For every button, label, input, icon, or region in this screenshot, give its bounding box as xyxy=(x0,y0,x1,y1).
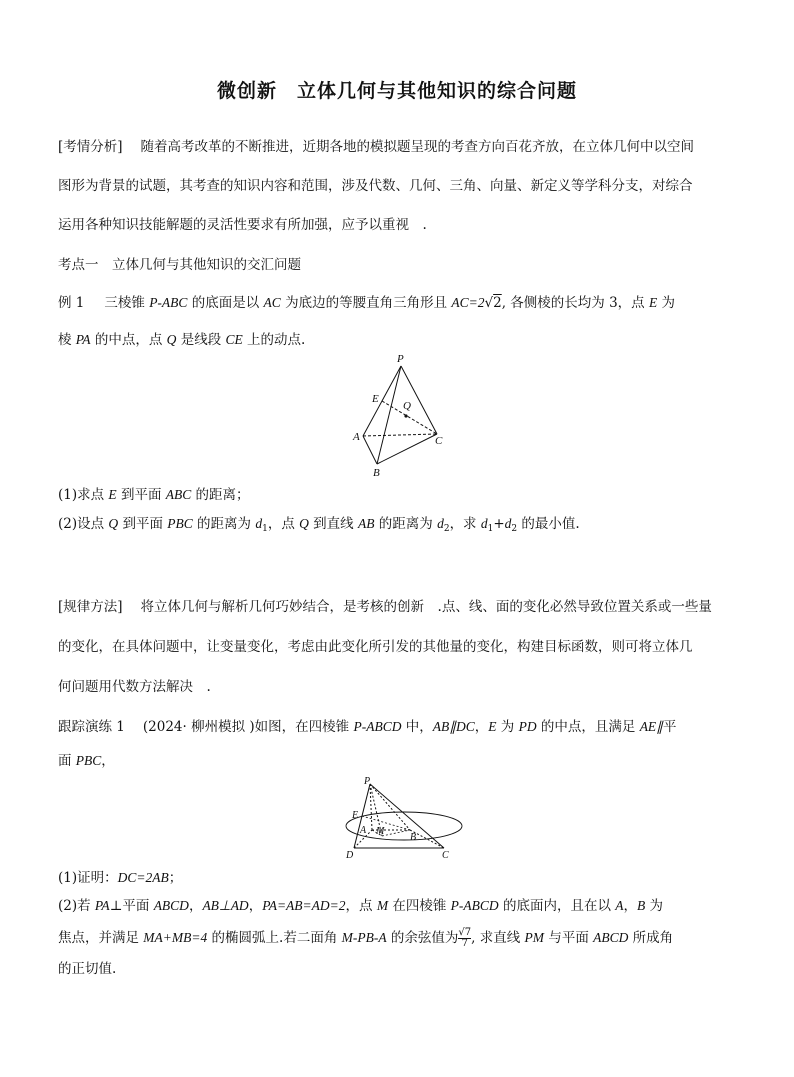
label-b: B xyxy=(410,832,417,843)
edge-pb xyxy=(377,366,401,464)
label-a: A xyxy=(360,825,367,836)
pyramid-ellipse-figure xyxy=(340,776,470,862)
edge-ab xyxy=(363,436,377,464)
label-p: P xyxy=(397,353,404,365)
example-label: 例 1 xyxy=(58,295,85,311)
practice1-question-1: (1)证明：DC=2AB； xyxy=(58,870,183,886)
practice-label: 跟踪演练 1 xyxy=(58,719,125,735)
segment-mb xyxy=(382,830,410,836)
label-d: D xyxy=(346,850,354,861)
practice1-line-2: 面 PBC， xyxy=(58,753,115,769)
label-e: E xyxy=(372,393,379,405)
label-c: C xyxy=(442,850,449,861)
analysis-tag: [考情分析] xyxy=(58,139,123,155)
example1-question-1: (1)求点 E 到平面 ABC 的距离； xyxy=(58,487,250,503)
section-heading: 考点一 立体几何与其他知识的交汇问题 xyxy=(58,257,301,273)
label-b: B xyxy=(373,467,380,479)
analysis-line-2: 图形为背景的试题，其考查的知识内容和范围，涉及代数、几何、三角、向量、新定义等学科分支，对综合 xyxy=(58,178,693,194)
point-q xyxy=(404,414,407,417)
edge-ac-hidden xyxy=(363,434,437,436)
practice1-question-2-end: 的正切值. xyxy=(58,961,117,977)
page-title: 微创新 立体几何与其他知识的综合问题 xyxy=(216,80,577,102)
analysis-line-3: 运用各种知识技能解题的灵活性要求有所加强，应予以重视 . xyxy=(58,217,427,233)
method-tag: [规律方法] xyxy=(58,599,123,615)
fraction-sqrt7-over-7: $\frac{√7}{7}$ xyxy=(458,927,472,949)
label-p: P xyxy=(364,776,371,787)
edge-pa xyxy=(370,784,372,830)
edge-pb xyxy=(370,784,410,830)
edge-bc xyxy=(377,434,437,464)
label-m: M xyxy=(376,826,385,837)
example1-line-2: 棱 PA 的中点，点 Q 是线段 CE 上的动点. xyxy=(58,332,306,348)
analysis-line-1: [考情分析] 随着高考改革的不断推进，近期各地的模拟题呈现的考查方向百花齐放，在立体几何中以空间 xyxy=(58,139,695,155)
practice1-line-1: 跟踪演练 1 (2024· 柳州模拟 )如图，在四棱锥 P-ABCD 中，AB∥DC，E 为 PD 的中点，且满足 AE∥平 xyxy=(58,719,677,735)
label-c: C xyxy=(435,435,443,447)
method-line-1: [规律方法] 将立体几何与解析几何巧妙结合，是考核的创新 .点、线、面的变化必然导致位置关系或一些量 xyxy=(58,599,712,615)
edge-pc xyxy=(370,784,444,848)
example1-line-1: 例 1 三棱锥 P-ABC 的底面是以 AC 为底边的等腰直角三角形且 AC=2√2, 各侧棱的长均为 3，点 E 为 xyxy=(58,295,676,311)
label-a: A xyxy=(353,431,360,443)
label-e: E xyxy=(352,810,359,821)
tetrahedron-figure xyxy=(345,352,455,480)
label-q: Q xyxy=(403,400,411,412)
method-line-3: 何问题用代数方法解决 . xyxy=(58,679,211,695)
example1-question-2: (2)设点 Q 到平面 PBC 的距离为 $d_1$，点 Q 到直线 AB 的距离为 $d_2$，求 $d_1+d_2$ 的最小值. xyxy=(58,516,580,534)
practice1-question-2-cont: 焦点，并满足 MA+MB=4 的椭圆弧上.若二面角 M-PB-A 的余弦值为 $\frac{√7}{7}$ , 求直线 PM 与平面 ABCD 所成角 xyxy=(58,927,674,949)
sqrt-expr: √2 xyxy=(484,295,502,311)
segment-eb xyxy=(362,816,410,830)
method-line-2: 的变化，在具体问题中，让变量变化，考虑由此变化所引发的其他量的变化，构建目标函数，则可将立体几 xyxy=(58,639,693,655)
practice1-question-2: (2)若 PA⊥平面 ABCD，AB⊥AD，PA=AB=AD=2，点 M 在四棱锥 P-ABCD 的底面内，且在以 A，B 为 xyxy=(58,898,664,914)
